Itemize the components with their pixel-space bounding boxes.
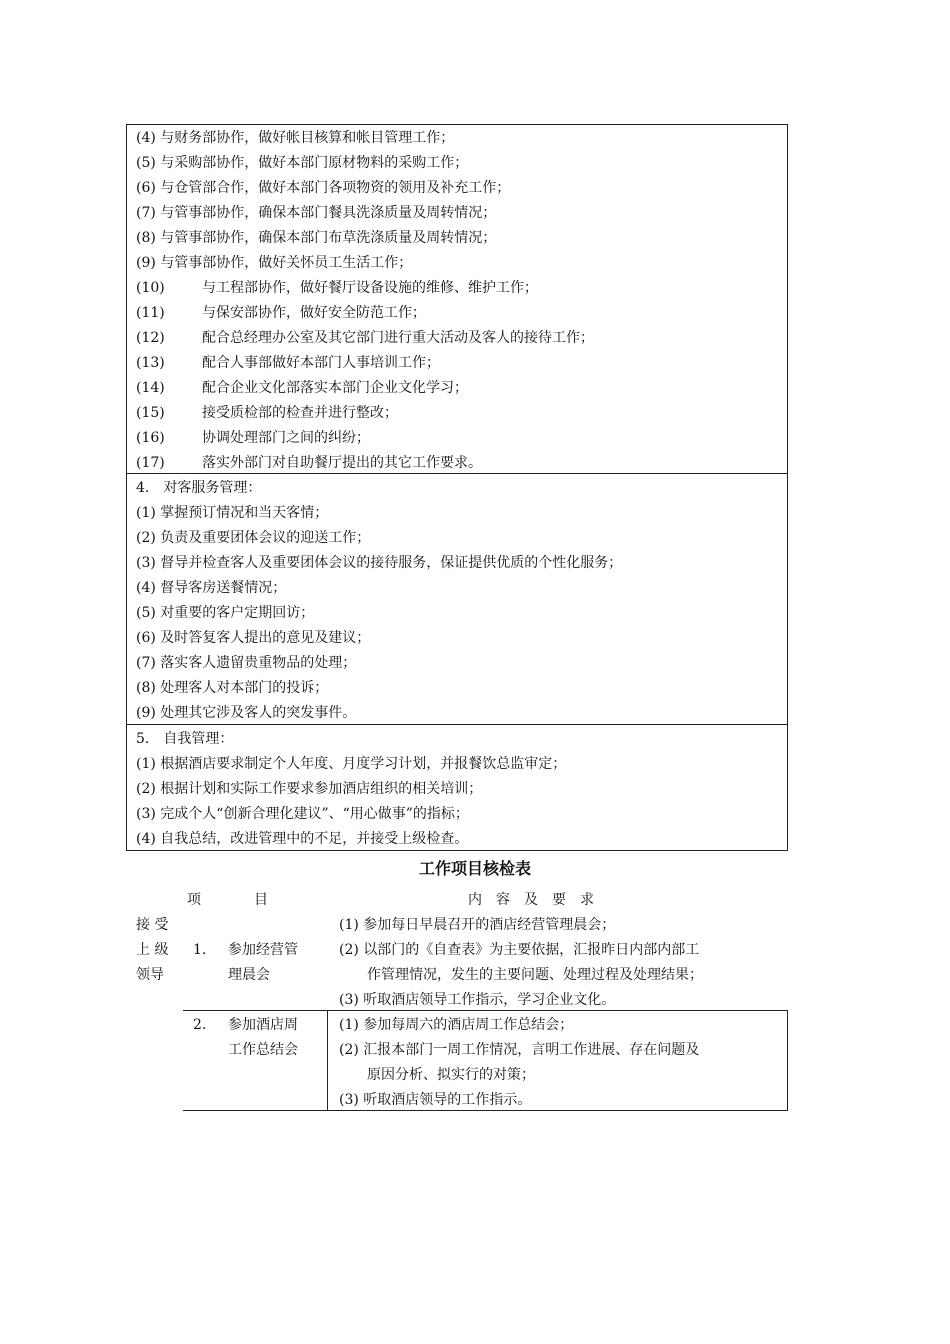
list-item: (7) 与管事部协作，确保本部门餐具洗涤质量及周转情况；: [136, 205, 497, 221]
list-item: (2) 负责及重要团体会议的迎送工作；: [136, 530, 371, 546]
list-item: (9) 处理其它涉及客人的突发事件。: [136, 705, 357, 721]
row-content: (2) 以部门的《自查表》为主要依据，汇报昨日内部内部工: [339, 942, 700, 958]
category-line: 接 受: [136, 917, 169, 933]
list-item: (3) 督导并检查客人及重要团体会议的接待服务，保证提供优质的个性化服务；: [136, 555, 623, 571]
checklist-title: 工作项目核检表: [418, 859, 531, 878]
header-item-2: 目: [254, 892, 268, 908]
row-content: 作管理情况，发生的主要问题、处理过程及处理结果；: [339, 967, 703, 983]
list-item: (7) 落实客人遗留贵重物品的处理；: [136, 655, 357, 671]
row-content: (3) 听取酒店领导工作指示，学习企业文化。: [339, 992, 616, 1008]
list-item: (10) 与工程部协作，做好餐厅设备设施的维修、维护工作；: [136, 280, 538, 296]
list-item: (4) 督导客房送餐情况；: [136, 580, 287, 596]
list-item: (16) 协调处理部门之间的纠纷；: [136, 430, 370, 446]
section4-heading: 4. 对客服务管理：: [136, 480, 262, 496]
row2-divider: [327, 1010, 328, 1110]
list-item: (8) 与管事部协作，确保本部门布草洗涤质量及周转情况；: [136, 230, 497, 246]
list-item: (1) 根据酒店要求制定个人年度、月度学习计划，并报餐饮总监审定；: [136, 756, 567, 772]
list-item: (11) 与保安部协作，做好安全防范工作；: [136, 305, 426, 321]
row-name: 参加经营管: [228, 942, 298, 958]
section5-heading: 5. 自我管理：: [136, 731, 234, 747]
list-item: (5) 对重要的客户定期回访；: [136, 605, 315, 621]
list-item: (1) 掌握预订情况和当天客情；: [136, 505, 329, 521]
row-name: 参加酒店周: [228, 1017, 298, 1033]
list-item: (14) 配合企业文化部落实本部门企业文化学习；: [136, 380, 468, 396]
list-item: (12) 配合总经理办公室及其它部门进行重大活动及客人的接待工作；: [136, 330, 594, 346]
list-item: (3) 完成个人“创新合理化建议”、“用心做事”的指标；: [136, 806, 469, 822]
list-item: (6) 与仓管部合作，做好本部门各项物资的领用及补充工作；: [136, 180, 511, 196]
list-item: (2) 根据计划和实际工作要求参加酒店组织的相关培训；: [136, 781, 483, 797]
row-name: 理晨会: [228, 967, 270, 983]
row-content: (3) 听取酒店领导的工作指示。: [339, 1092, 532, 1108]
divider-section5: [126, 724, 788, 725]
row-content: (2) 汇报本部门一周工作情况，言明工作进展、存在问题及: [339, 1042, 700, 1058]
row-content: 原因分析、拟实行的对策；: [339, 1067, 535, 1083]
list-item: (8) 处理客人对本部门的投诉；: [136, 680, 329, 696]
list-item: (4) 自我总结，改进管理中的不足，并接受上级检查。: [136, 831, 469, 847]
divider-section4: [126, 473, 788, 474]
list-item: (15) 接受质检部的检查并进行整改；: [136, 405, 398, 421]
row-content: (1) 参加每日早晨召开的酒店经营管理晨会；: [339, 917, 616, 933]
row-name: 工作总结会: [228, 1042, 298, 1058]
row2-top-border: [183, 1010, 788, 1011]
list-item: (6) 及时答复客人提出的意见及建议；: [136, 630, 371, 646]
row-number: 2.: [193, 1017, 207, 1033]
list-item: (5) 与采购部协作，做好本部门原材物料的采购工作；: [136, 155, 469, 171]
row2-bottom-border: [183, 1110, 788, 1111]
list-item: (4) 与财务部协作，做好帐目核算和帐目管理工作；: [136, 130, 455, 146]
list-item: (9) 与管事部协作，做好关怀员工生活工作；: [136, 255, 413, 271]
category-line: 上 级: [136, 942, 169, 958]
list-item: (17) 落实外部门对自助餐厅提出的其它工作要求。: [136, 455, 482, 471]
header-item-1: 项: [187, 892, 201, 908]
header-content: 内 容 及 要 求: [468, 892, 594, 908]
row-number: 1.: [193, 942, 207, 958]
category-line: 领导: [136, 967, 164, 983]
row2-right-border: [787, 1010, 788, 1111]
list-item: (13) 配合人事部做好本部门人事培训工作；: [136, 355, 440, 371]
row-content: (1) 参加每周六的酒店周工作总结会；: [339, 1017, 574, 1033]
